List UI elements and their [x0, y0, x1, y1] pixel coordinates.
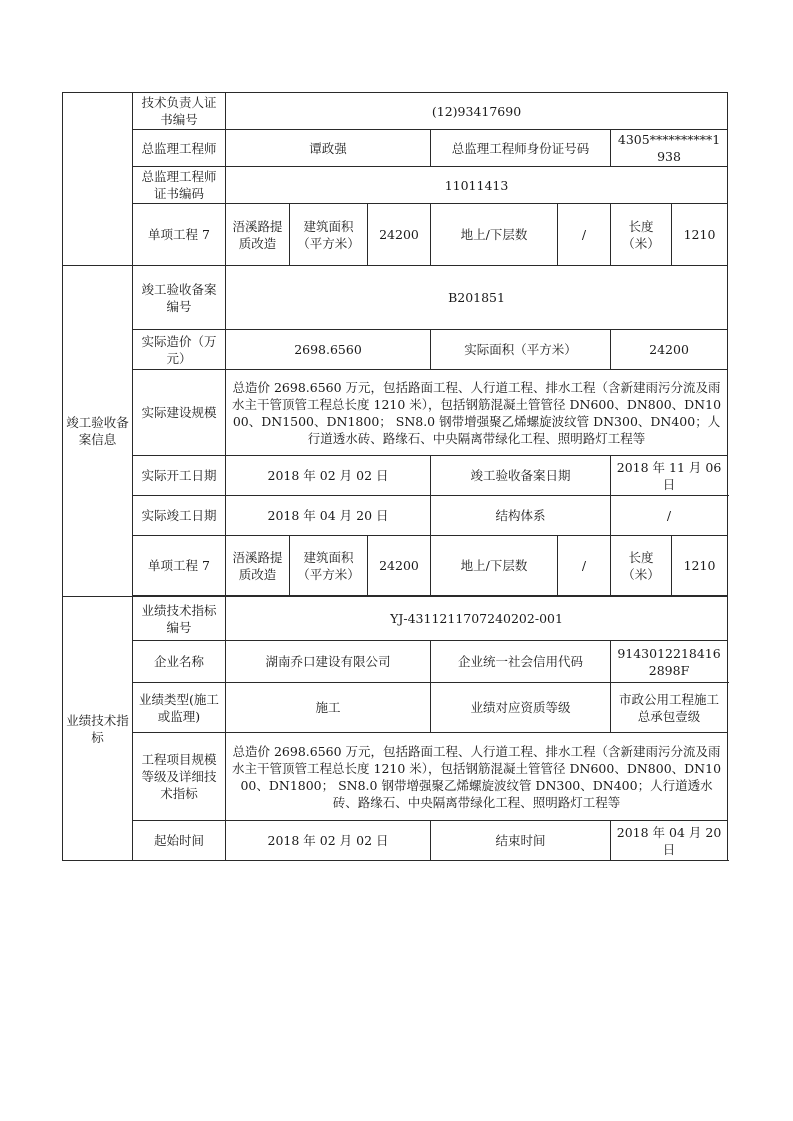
label-floors-2: 地上/下层数	[431, 536, 558, 596]
value-actual-area: 24200	[611, 330, 728, 370]
row-sub-project-2	[63, 536, 728, 596]
row-chief	[63, 130, 728, 167]
value-filing-no: B201851	[226, 266, 728, 330]
label-finish: 实际竣工日期	[133, 496, 226, 536]
value-building-area: 24200	[368, 204, 431, 266]
label-tech-cert: 技术负责人证书编号	[133, 93, 226, 130]
value-perf-scale: 总造价 2698.6560 万元，包括路面工程、人行道工程、排水工程（含新建雨污分流及雨水主干管顶管工程总长度 1210 米），包括钢筋混凝土管管径 DN600、DN800、DN1000、DN1800； SN8.0 钢带增强聚乙烯螺旋波纹管 DN300、DN400；人行道透水砖、路缘石、中央隔离带绿化工程、照明路灯工程等	[226, 733, 728, 821]
value-company: 湖南乔口建设有限公司	[226, 641, 431, 683]
row-period	[63, 821, 728, 861]
label-sub-project: 单项工程 7	[133, 204, 226, 266]
label-period-start: 起始时间	[133, 821, 226, 861]
section3-title: 业绩技术指标	[63, 597, 133, 861]
row-type	[63, 683, 728, 733]
label-type: 业绩类型(施工或监理)	[133, 683, 226, 733]
label-building-area: 建筑面积（平方米）	[290, 204, 368, 266]
section1-title	[63, 93, 133, 266]
value-credit: 91430122184162898F	[611, 641, 728, 683]
label-cost: 实际造价（万元）	[133, 330, 226, 370]
label-company: 企业名称	[133, 641, 226, 683]
label-chief-id: 总监理工程师身份证号码	[431, 130, 611, 167]
value-filing-date: 2018 年 11 月 06 日	[611, 456, 728, 496]
label-period-end: 结束时间	[431, 821, 611, 861]
value-perf-no: YJ-4311211707240202-001	[226, 597, 728, 641]
value-scale: 总造价 2698.6560 万元，包括路面工程、人行道工程、排水工程（含新建雨污分流及雨水主干管顶管工程总长度 1210 米），包括钢筋混凝土管管径 DN600、DN800、DN1000、DN1500、DN1800； SN8.0 钢带增强聚乙烯螺旋波纹管 DN300、DN400；人行道透水砖、路缘石、中央隔离带绿化工程、照明路灯工程等	[226, 370, 728, 456]
section2-title: 竣工验收备案信息	[63, 266, 133, 597]
value-finish: 2018 年 04 月 20 日	[226, 496, 431, 536]
value-period-start: 2018 年 02 月 02 日	[226, 821, 431, 861]
label-scale: 实际建设规模	[133, 370, 226, 456]
label-structure: 结构体系	[431, 496, 611, 536]
value-period-end: 2018 年 04 月 20 日	[611, 821, 728, 861]
row-sub-project-1	[63, 204, 728, 266]
row-start	[63, 456, 728, 496]
value-sub-project-name-2: 浯溪路提质改造	[226, 536, 290, 596]
value-chief-id: 4305**********1938	[611, 130, 728, 167]
value-length: 1210	[672, 204, 728, 266]
row-scale	[63, 370, 728, 456]
label-qual: 业绩对应资质等级	[431, 683, 611, 733]
row-tech-cert	[63, 93, 728, 130]
value-tech-cert: (12)93417690	[226, 93, 728, 130]
label-perf-scale: 工程项目规模等级及详细技术指标	[133, 733, 226, 821]
label-actual-area: 实际面积（平方米）	[431, 330, 611, 370]
value-floors: /	[558, 204, 611, 266]
row-perf-scale	[63, 733, 728, 821]
value-chief-name: 谭政强	[226, 130, 431, 167]
row-company	[63, 641, 728, 683]
label-chief-cert: 总监理工程师证书编码	[133, 167, 226, 204]
value-qual: 市政公用工程施工总承包壹级	[611, 683, 728, 733]
value-length-2: 1210	[672, 536, 728, 596]
row-finish	[63, 496, 728, 536]
project-info-table	[62, 92, 728, 861]
row-perf-no	[63, 597, 728, 641]
label-filing-no: 竣工验收备案编号	[133, 266, 226, 330]
label-perf-no: 业绩技术指标编号	[133, 597, 226, 641]
label-length: 长度（米）	[611, 204, 672, 266]
value-floors-2: /	[558, 536, 611, 596]
label-filing-date: 竣工验收备案日期	[431, 456, 611, 496]
label-sub-project-2: 单项工程 7	[133, 536, 226, 596]
label-credit: 企业统一社会信用代码	[431, 641, 611, 683]
value-chief-cert: 11011413	[226, 167, 728, 204]
row-cost	[63, 330, 728, 370]
value-sub-project-name: 浯溪路提质改造	[226, 204, 290, 266]
value-start: 2018 年 02 月 02 日	[226, 456, 431, 496]
label-chief: 总监理工程师	[133, 130, 226, 167]
value-structure: /	[611, 496, 728, 536]
value-type: 施工	[226, 683, 431, 733]
row-filing-no	[63, 266, 728, 330]
label-length-2: 长度（米）	[611, 536, 672, 596]
label-floors: 地上/下层数	[431, 204, 558, 266]
value-cost: 2698.6560	[226, 330, 431, 370]
label-start: 实际开工日期	[133, 456, 226, 496]
label-building-area-2: 建筑面积（平方米）	[290, 536, 368, 596]
row-chief-cert	[63, 167, 728, 204]
value-building-area-2: 24200	[368, 536, 431, 596]
